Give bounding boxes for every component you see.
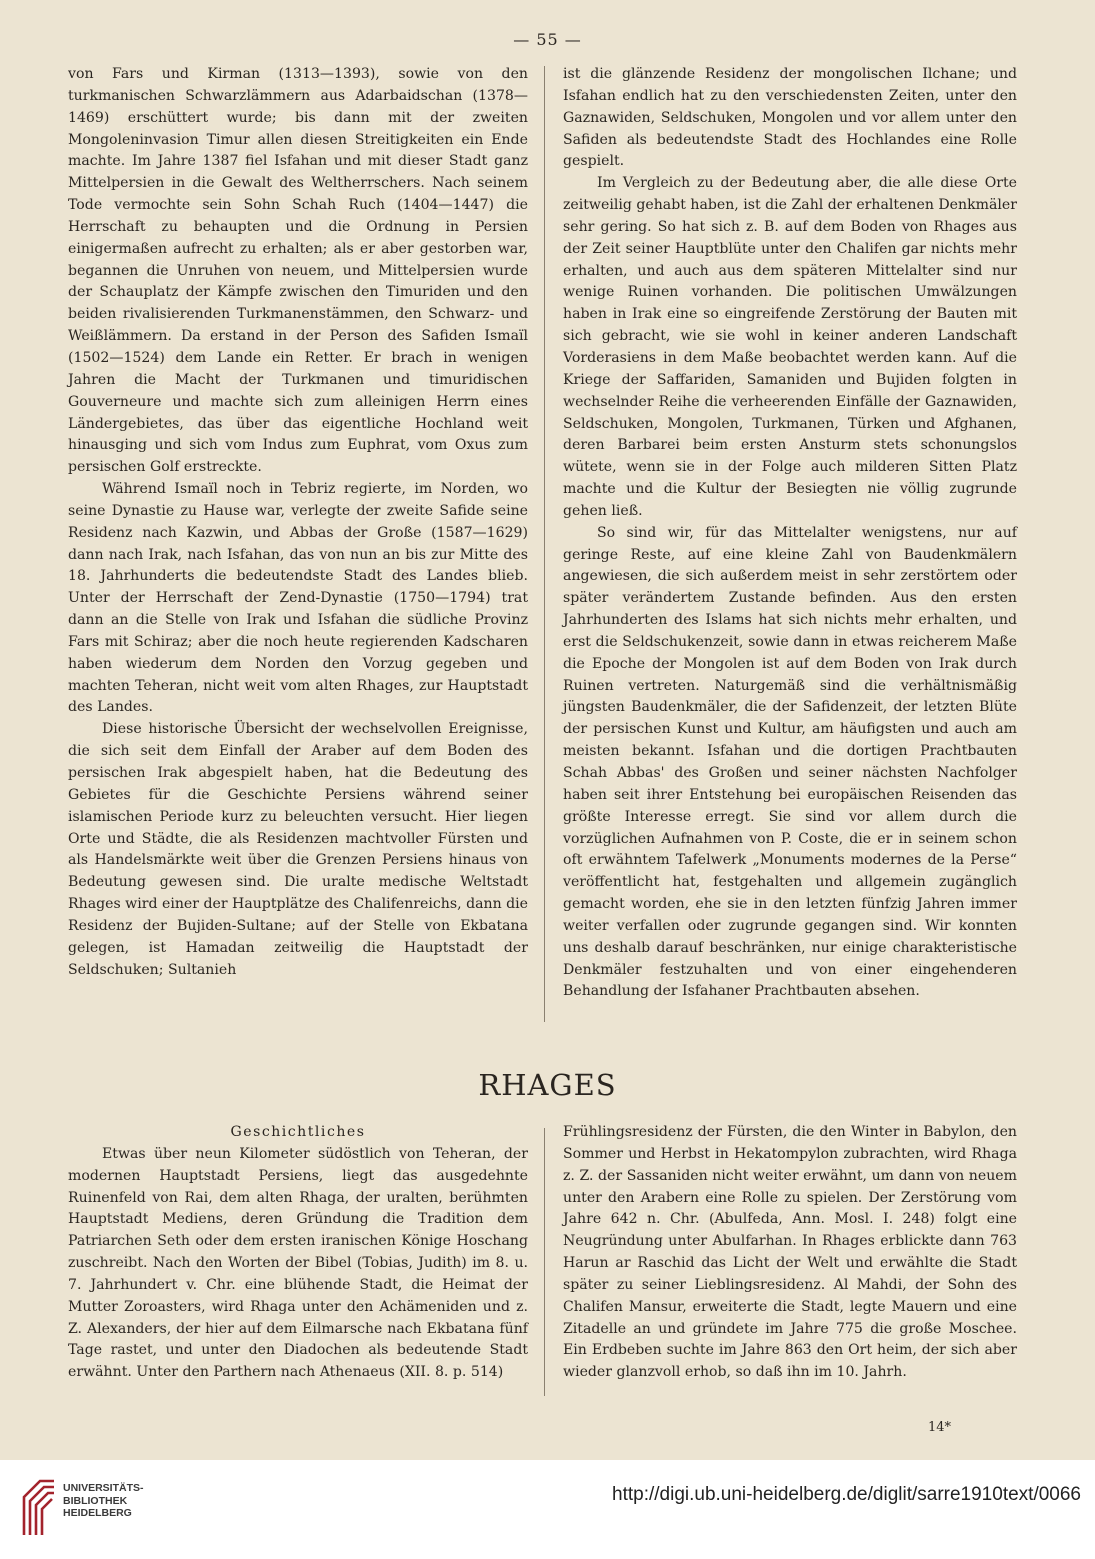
paragraph: Etwas über neun Kilometer südöstlich von Teheran, der modernen Hauptstadt Persiens, liegt das ausgedehnte Ruinenfeld von Rai, dem alten Rhaga, der uralten, berühmten Hauptstadt Mediens, deren Gründung die Tradition dem Patriarchen Seth oder dem ersten iranischen Könige Hoschang zuschreibt. Nach den Worten der Bibel (Tobias, Judith) im 8. u. 7. Jahrhundert v. Chr. eine blühende Stadt, die Heimat der Mutter Zoroasters, wird Rhaga unter den Achämeniden und z. Z. Alexanders, der hier auf dem Eilmarsche nach Ekbatana fünf Tage rastet, und unter den Diadochen als bedeutende Stadt erwähnt. Unter den Parthern nach Athenaeus (XII. 8. p. 514) — [68, 1145, 528, 1381]
paragraph: Während Ismaïl noch in Tebriz regierte, im Norden, wo seine Dynastie zu Hause war, verlegte der zweite Safide seine Residenz nach Kazwin, und Abbas der Große (1587—1629) dann nach Irak, nach Isfahan, das von nun an bis zur Mitte des 18. Jahrhunderts die bedeutendste Stadt des Landes blieb. Unter der Herrschaft der Zend-Dynastie (1750—1794) trat dann an die Stelle von Irak und Isfahan die südliche Provinz Fars mit Schiraz; aber die noch heute regierenden Kadscharen haben wiederum dem Norden den Vorzug gegeben und machten Teheran, nicht weit vom alten Rhages, zur Hauptstadt des Landes. — [68, 481, 528, 716]
paragraph: ist die glänzende Residenz der mongolischen Ilchane; und Isfahan endlich hat zu den verschiedensten Zeiten, unter den Gaznawiden, Seldschuken, Mongolen und vor allem unter den Safiden als bedeutendste Stadt des Hochlandes eine Rolle gespielt. — [563, 66, 1017, 170]
column-divider — [544, 1128, 545, 1396]
logo-line: HEIDELBERG — [63, 1507, 132, 1519]
column-divider — [544, 66, 545, 1022]
page-number: — 55 — — [513, 30, 582, 49]
paragraph: Frühlingsresidenz der Fürsten, die den Winter in Babylon, den Sommer und Herbst in Hekatompylon zubrachten, wird Rhaga z. Z. der Sassaniden nicht weiter erwähnt, um dann von neuem unter den Arabern eine Rolle zu spielen. Der Zerstörung vom Jahre 642 n. Chr. (Abulfeda, Ann. Mosl. I. 248) folgt eine Neugründung unter Abulfarhan. In Rhages erblickte dann 763 Harun ar Raschid das Licht der Welt und erwählte die Stadt später zu seiner Lieblingsresidenz. Al Mahdi, der Sohn des Chalifen Mansur, erweiterte die Stadt, legte Mauern und eine Zitadelle an und gründete im Jahre 775 die große Moschee. Ein Erdbeben suchte im Jahre 863 den Ort heim, der sich aber wieder glanzvoll erhob, so daß ihn im 10. Jahrh. — [563, 1124, 1017, 1381]
library-logo-text — [63, 1482, 144, 1520]
logo-line: UNIVERSITÄTS- — [63, 1482, 144, 1494]
text-column-top-right — [563, 64, 1017, 1003]
signature-mark: 14* — [928, 1420, 952, 1435]
text-column-bottom-right — [563, 1122, 1017, 1384]
section-title: RHAGES — [478, 1068, 617, 1102]
text-column-top-left — [68, 64, 528, 981]
paragraph: Diese historische Übersicht der wechselvollen Ereignisse, die sich seit dem Einfall der Araber auf dem Boden des persischen Irak abgespielt haben, hat die Bedeutung des Gebietes für die Geschichte Persiens während seiner islamischen Periode kurz zu beleuchten versucht. Hier liegen Orte und Städte, die als Residenzen machtvoller Fürsten und als Handelsmärkte weit über die Grenzen Persiens hinaus von Bedeutung gewesen sind. Die uralte medische Weltstadt Rhages wird einer der Hauptplätze des Chalifenreichs, dann die Residenz der Bujiden-Sultane; auf der Stelle von Ekbatana gelegen, ist Hamadan zeitweilig die Hauptstadt der Seldschuken; Sultanieh — [68, 721, 529, 978]
paragraph: von Fars und Kirman (1313—1393), sowie von den turkmanischen Schwarzlämmern aus Adarbaidschan (1378—1469) erschüttert wurde; bis dann mit der zweiten Mongoleninvasion Timur allen diesen Streitigkeiten ein Ende machte. Im Jahre 1387 fiel Isfahan und mit dieser Stadt ganz Mittelpersien in die Gewalt des Weltherrschers. Nach seinem Tode vermochte sein Sohn Schah Ruch (1404—1447) die Herrschaft zu behaupten und die Ordnung in Persien einigermaßen aufrecht zu erhalten; als er aber gestorben war, begannen die Unruhen von neuem, und Mittelpersien wurde der Schauplatz der Kämpfe zwischen den Timuriden und den beiden rivalisierenden Turkmanenstämmen, den Schwarz- und Weißlämmern. Da erstand in der Person des Safiden Ismaïl (1502—1524) dem Lande ein Retter. Er brach in wenigen Jahren die Macht der Turkmanen und timuridischen Gouverneure und machte sich zum alleinigen Herrn eines Ländergebietes, das über das eigentliche Hochland weit hinausging und sich vom Indus zum Euphrat, vom Oxus zum persischen Golf erstreckte. — [68, 66, 528, 476]
paragraph: So sind wir, für das Mittelalter wenigstens, nur auf geringe Reste, auf eine kleine Zahl von Baudenkmälern angewiesen, die sich außerdem meist in sehr zerstörtem oder später verändertem Zustande befinden. Aus den ersten Jahrhunderten des Islams hat sich nichts mehr erhalten, und erst die Seldschukenzeit, sowie dann in etwas reicherem Maße die Epoche der Mongolen ist auf dem Boden von Irak durch Ruinen vertreten. Naturgemäß sind die verhältnismäßig jüngsten Baudenkmäler, die der Safidenzeit, der letzten Blüte der persischen Kunst und Kultur, am häufigsten und auch am meisten bekannt. Isfahan und die dortigen Prachtbauten Schah Abbas' des Großen und seiner nächsten Nachfolger haben seit ihrer Entstehung bei europäischen Reisenden das größte Interesse erregt. Sie sind vor allem durch die vorzüglichen Aufnahmen von P. Coste, die er in seinem schon oft erwähntem Tafelwerk „Monuments modernes de la Perse“ veröffentlicht hat, festgehalten und allgemein zugänglich gemacht worden, ehe sie in den letzten fünfzig Jahren immer weiter verfallen oder zugrunde gegangen sind. Wir konnten uns deshalb darauf beschränken, nur einige charakteristische Denkmäler festzuhalten und von einer eingehenderen Behandlung der Isfahaner Prachtbauten absehen. — [563, 524, 1017, 1000]
logo-line: BIBLIOTHEK — [63, 1494, 128, 1507]
text-column-bottom-left — [68, 1122, 528, 1384]
footer-bar — [0, 1460, 1095, 1559]
source-url-link[interactable]: http://digi.ub.uni-heidelberg.de/diglit/sarre1910text/0066 — [612, 1484, 1081, 1505]
paragraph: Im Vergleich zu der Bedeutung aber, die alle diese Orte zeitweilig gehabt haben, ist die Zahl der erhaltenen Denkmäler sehr gering. So hat sich z. B. auf dem Boden von Rhages aus der Zeit seiner Hauptblüte unter den Chalifen gar nichts mehr erhalten, und auch aus dem späteren Mittelalter sind nur wenige Ruinen vorhanden. Die politischen Umwälzungen haben in Irak eine so eingreifende Zerstörung der Bauten mit sich gebracht, wie sie wohl in keiner anderen Landschaft Vorderasiens in dem Maße beobachtet werden kann. Auf die Kriege der Saffariden, Samaniden und Bujiden folgten in wechselnder Reihe die verheerenden Einfälle der Gaznawiden, Seldschuken, Mongolen, Turkmanen, Türken und Afghanen, deren Barbarei beim ersten Ansturm stets schonungslos wütete, wenn sie in der Folge auch milderen Sitten Platz machte und die Kultur der Besiegten nie völlig zugrunde gehen ließ. — [563, 175, 1017, 519]
subheading: Geschichtliches — [230, 1124, 366, 1140]
library-logo-icon — [20, 1477, 56, 1539]
